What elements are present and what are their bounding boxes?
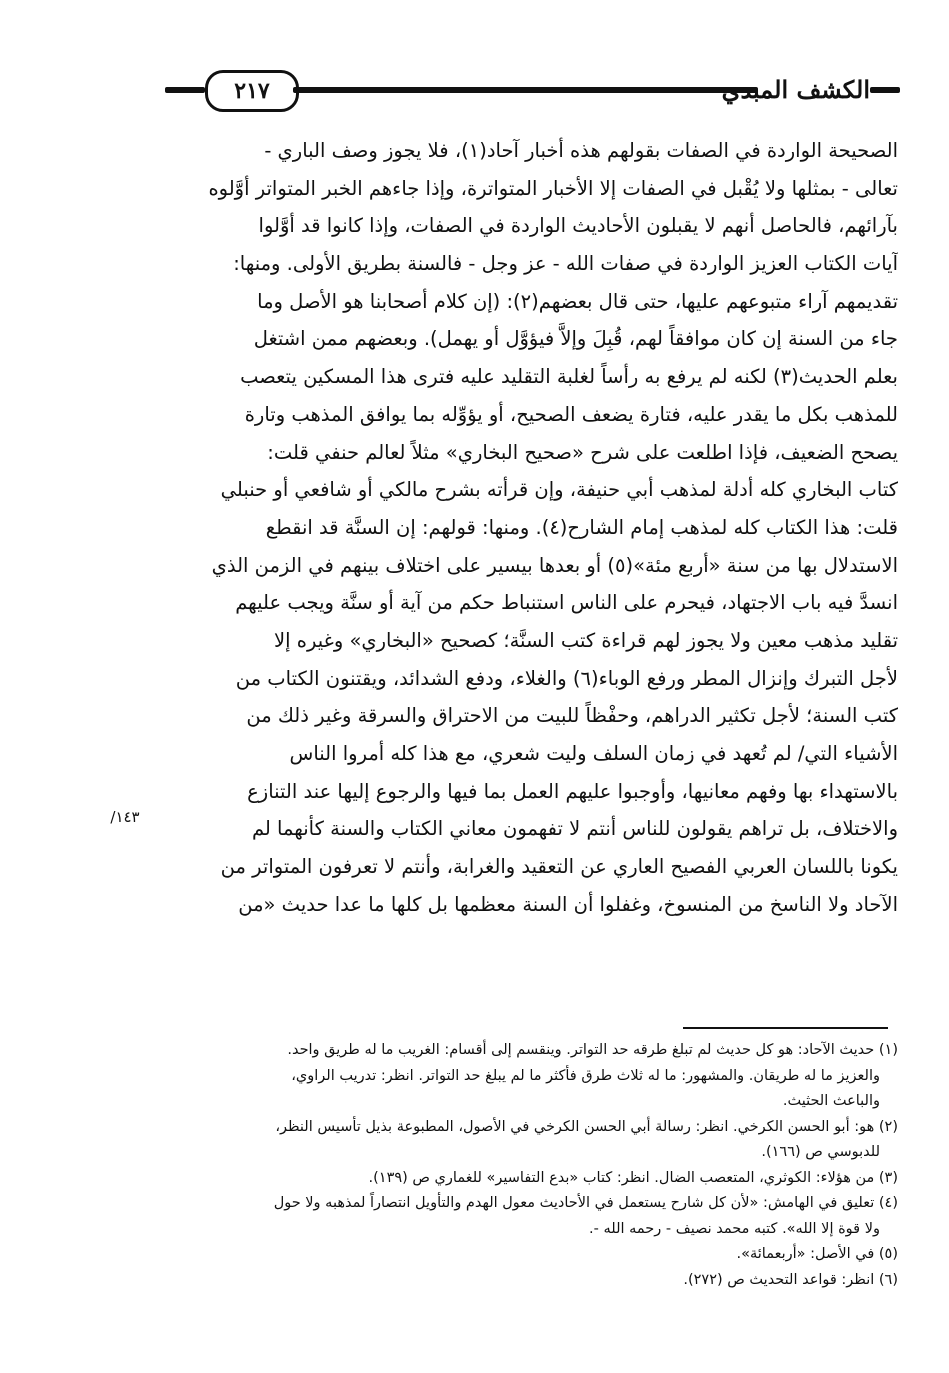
- body-line: الاستدلال بها من سنة «أربع مئة»(٥) أو بعدها بيسير على اختلاف بينهم في الزمن الذي: [211, 553, 898, 577]
- header-rule-left: [165, 87, 205, 93]
- footnote-line: (١) حديث الآحاد: هو كل حديث لم تبلغ طرقه حد التواتر. وينقسم إلى أقسام: الغريب ما له طريق واحد.: [287, 1042, 898, 1058]
- body-line: بعلم الحديث(٣) لكنه لم يرفع به رأساً لغلبة التقليد عليه فترى هذا المسكين يتعصب: [240, 365, 898, 389]
- body-line: يكونا باللسان العربي الفصيح العاري عن التعقيد والغرابة، وأنتم لا تعرفون المتواتر من: [220, 855, 898, 879]
- body-line: انسدَّ فيه باب الاجتهاد، فيحرم على الناس استنباط حكم من آية أو سنَّة ويجب عليهم: [235, 591, 898, 615]
- body-line: لأجل التبرك وإنزال المطر ورفع الوباء(٦) والغلاء، ودفع الشدائد، ويقتنون الكتاب من: [235, 666, 898, 690]
- footnote-line: ولا قوة إلا الله». كتبه محمد نصيف - رحمه الله -.: [589, 1220, 880, 1237]
- footnote-line: (٥) في الأصل: «أربعمائة».: [736, 1246, 898, 1262]
- footnote-line: والعزيز ما له طريقان. والمشهور: ما له ثلاث طرق فأكثر ما لم يبلغ حد التواتر. انظر: تدريب الراوي،: [291, 1067, 880, 1084]
- body-line: الأشياء التي/ لم تُعهد في زمان السلف وليت شعري، مع هذا كله أمروا الناس: [289, 742, 898, 765]
- footnote-line: (٤) تعليق في الهامش: «لأن كل شارح يستعمل في الأحاديث معول الهدم والتأويل انتصاراً لمذهبه ولا حول: [273, 1195, 898, 1211]
- body-line: تقديمهم آراء متبوعهم عليها، حتى قال بعضهم(٢): (إن كلام أصحابنا هو الأصل وما: [257, 289, 898, 313]
- footnote-line: (٢) هو: أبو الحسن الكرخي. انظر: رسالة أبي الحسن الكرخي في الأصول، المطبوعة بذيل تأسيس النظر،: [275, 1118, 898, 1135]
- body-text: [150, 132, 898, 923]
- margin-page-note: ١٤٣/: [110, 808, 140, 826]
- header-rule-right: [870, 87, 900, 93]
- body-line: والاختلاف، بل تراهم يقولون للناس أنتم لا تفهمون معاني الكتاب والسنة كأنهما لم: [251, 817, 898, 841]
- body-line: الآحاد ولا الناسخ من المنسوخ، وغفلوا أن السنة معظمها بل كلها ما عدا حديث «من: [238, 892, 898, 916]
- footnote-separator: [683, 1027, 888, 1029]
- body-line: كتب السنة؛ لأجل تكثير الدراهم، وحفْظاً للبيت من الاحتراق والسرقة وغير ذلك من: [246, 704, 898, 728]
- body-line: تعالى - بمثلها ولا يُقْبل في الصفات إلا الأخبار المتواترة، وإذا جاءهم الخبر المتواتر أوَّلوه: [208, 176, 898, 200]
- footnote-line: للدبوسي ص (١٦٦).: [761, 1144, 880, 1160]
- page-header: [165, 70, 900, 110]
- body-line: يصحح الضعيف، فإذا اطلعت على شرح «صحيح البخاري» مثلاً لعالم حنفي قلت:: [267, 440, 898, 464]
- body-line: للمذهب بكل ما يقدر عليه، فتارة يضعف الصحيح، أو يؤوِّله بما يوافق المذهب وتارة: [244, 402, 898, 426]
- footnote-line: (٦) انظر: قواعد التحديث ص (٢٧٢).: [683, 1271, 898, 1288]
- body-line: جاء من السنة إن كان موافقاً لهم، قُبِلَ وإلاَّ فيؤوَّل أو يهمل). وبعضهم ممن اشتغل: [253, 327, 898, 351]
- header-rule-middle: [293, 87, 758, 93]
- footnote-line: والباعث الحثيث.: [782, 1093, 880, 1109]
- body-line: بالاستهداء بها وفهم معانيها، وأوجبوا عليهم العمل بما فيها والرجوع إليها عند التنازع: [247, 779, 898, 803]
- footnote-line: (٣) من هؤلاء: الكوثري، المتعصب الضال. انظر: كتاب «بدع التفاسير» للغماري ص (١٣٩).: [368, 1169, 898, 1186]
- body-line: الصحيحة الواردة في الصفات بقولهم هذه أخبار آحاد(١)، فلا يجوز وصف الباري -: [264, 139, 898, 162]
- running-title: الكشف المبدي: [721, 75, 870, 104]
- body-line: قلت: هذا الكتاب كله لمذهب إمام الشارح(٤). ومنها: قولهم: إن السنَّة قد انقطع: [265, 515, 898, 539]
- footnotes: [140, 1038, 898, 1293]
- body-line: تقليد مذهب معين ولا يجوز لهم قراءة كتب السنَّة؛ كصحيح «البخاري» وغيره إلا: [274, 628, 898, 652]
- page-number: ٢١٧: [205, 70, 299, 112]
- body-line: كتاب البخاري كله أدلة لمذهب أبي حنيفة، وإن قرأته بشرح مالكي أو شافعي أو حنبلي: [220, 478, 898, 502]
- body-line: آيات الكتاب العزيز الواردة في صفات الله - عز وجل - فالسنة بطريق الأولى. ومنها:: [233, 252, 898, 276]
- body-line: بآرائهم، فالحاصل أنهم لا يقبلون الأحاديث الواردة في الصفات، وإذا كانوا قد أوَّلوا: [258, 214, 898, 238]
